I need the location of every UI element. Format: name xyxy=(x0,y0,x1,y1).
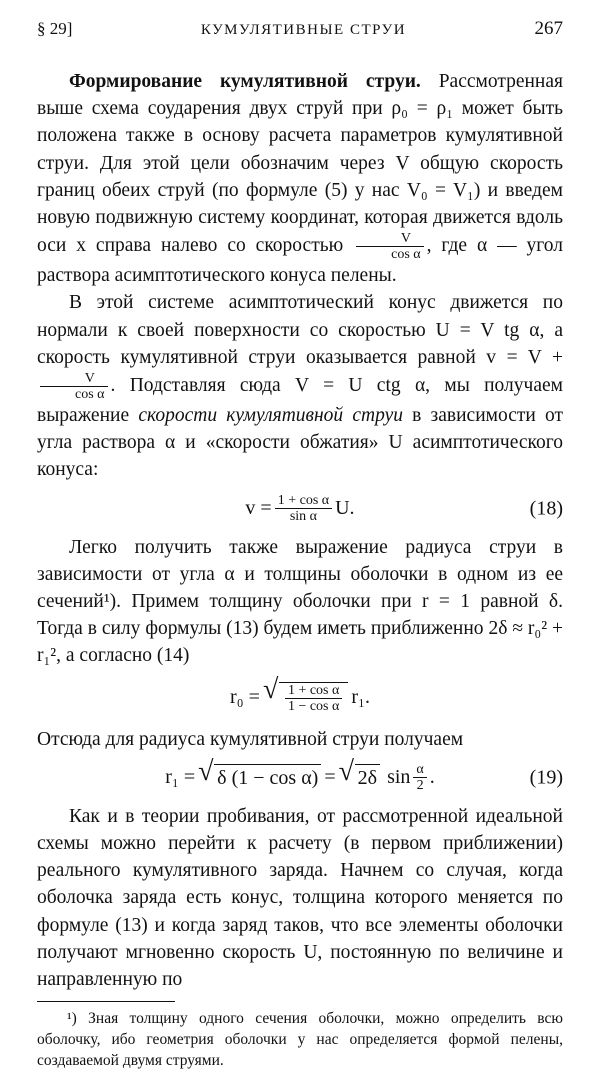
paragraph-3-text: Легко получить также выражение радиуса струи в зависимости от угла α и толщины оболочки в одном из ее сечений¹). Примем толщину оболочки при r = 1 равной δ. Тогда в силу формулы (13) будем иметь приближенно 2δ ≈ r₀² + r₁², а согласно (14) xyxy=(37,536,563,667)
equation-18 xyxy=(37,484,563,534)
paragraph-3 xyxy=(37,534,563,670)
equation-fraction xyxy=(285,683,342,714)
running-title: КУМУЛЯТИВНЫЕ СТРУИ xyxy=(200,22,407,38)
paragraph-5 xyxy=(37,803,563,993)
paragraph-1-text-a: Рассмотренная выше схема соударения двух струй при ρ₀ = ρ₁ может быть положена также в основу расчета параметров кумулятивной струи. Для этой цели обозначим через V общую скорость границ обеих струй (по формуле (5) у нас V₀ = V₁) и введем новую подвижную систему координат, которая движется вдоль оси x справа налево со скоростью xyxy=(37,71,563,257)
square-root xyxy=(198,764,321,792)
fraction-denominator: 1 − cos α xyxy=(287,698,340,714)
fraction-numerator: 1 + cos α xyxy=(275,493,332,509)
equation-r0 xyxy=(37,670,563,726)
fraction-denominator: cos α xyxy=(75,387,105,403)
equation-19 xyxy=(37,753,563,803)
paragraph-5-text: Как и в теории пробивания, от рассмотренной идеальной схемы можно перейти к расчету (в первом приближении) реального кумулятивного заряда. Начнем со случая, когда оболочка заряда есть конус, толщина которого меняется по формуле (13) и когда заряд таков, что все элементы оболочки получают мгновенно скорость U, постоянную по величине и направленную по xyxy=(37,805,563,991)
footnote: ¹) Зная толщину одного сечения оболочки, можно определить всю оболочку, ибо геометрия оболочки у нас определяется формой пелены, создаваемой двумя струями. xyxy=(37,1010,563,1070)
radicand: 2δ xyxy=(355,764,380,792)
equation-fraction xyxy=(275,493,332,524)
equation-fraction xyxy=(413,762,426,793)
jet-velocity-fraction xyxy=(40,371,108,402)
footnote-divider xyxy=(37,1001,175,1002)
section-marker: § 29] xyxy=(37,19,73,38)
paragraph-1-text-b: , где α — угол раствора асимптотического конуса пелены. xyxy=(37,235,563,287)
paragraph-4-text: Отсюда для радиуса кумулятивной струи получаем xyxy=(37,728,464,750)
fraction-numerator: V xyxy=(356,231,424,247)
equation-lhs: r₁ = xyxy=(165,766,196,789)
fraction-denominator: cos α xyxy=(391,247,421,263)
equation-rhs: r₁. xyxy=(351,686,370,709)
paragraph-2-text-c: в зависимости от угла раствора α и «скорости обжатия» U асимптотического конуса: xyxy=(37,405,564,481)
equation-lhs: r₀ = xyxy=(230,686,260,709)
fraction-denominator: sin α xyxy=(289,509,317,525)
radicand: δ (1 − cos α) xyxy=(214,764,321,792)
main-text xyxy=(37,68,563,993)
radicand xyxy=(279,682,348,714)
equation-number: (19) xyxy=(529,766,563,789)
velocity-fraction xyxy=(356,231,424,262)
book-page xyxy=(37,18,563,1071)
fraction-numerator: √ 1 + cos α xyxy=(285,683,342,699)
paragraph-4 xyxy=(37,726,563,753)
equation-number: (18) xyxy=(529,497,563,520)
equation-end: . xyxy=(429,766,435,789)
page-number: 267 xyxy=(534,18,563,39)
fraction-numerator: V xyxy=(40,371,108,387)
emphasis-text: скорости кумулятивной струи xyxy=(138,405,403,427)
equals-sign: = xyxy=(324,766,336,789)
paragraph-2-text-b: . Подставляя сюда V = U ctg α, мы получаем выражение xyxy=(37,375,563,427)
equation-lhs: v = xyxy=(245,497,272,520)
paragraph-1 xyxy=(37,68,563,289)
fraction-numerator: α xyxy=(413,762,426,778)
paragraph-2-text-a: В этой системе асимптотический конус движется по нормали к своей поверхности со скоростью U = V tg α, а скорость кумулятивной струи оказывается равной v = V + xyxy=(37,292,563,368)
paragraph-2 xyxy=(37,289,563,483)
running-header xyxy=(37,18,563,48)
square-root xyxy=(263,682,348,714)
square-root xyxy=(339,764,380,792)
sine-function: sin xyxy=(387,766,411,789)
paragraph-heading: Формирование кумулятивной струи. xyxy=(69,71,421,92)
equation-rhs: U. xyxy=(335,497,355,520)
fraction-denominator: 2 xyxy=(416,778,424,794)
